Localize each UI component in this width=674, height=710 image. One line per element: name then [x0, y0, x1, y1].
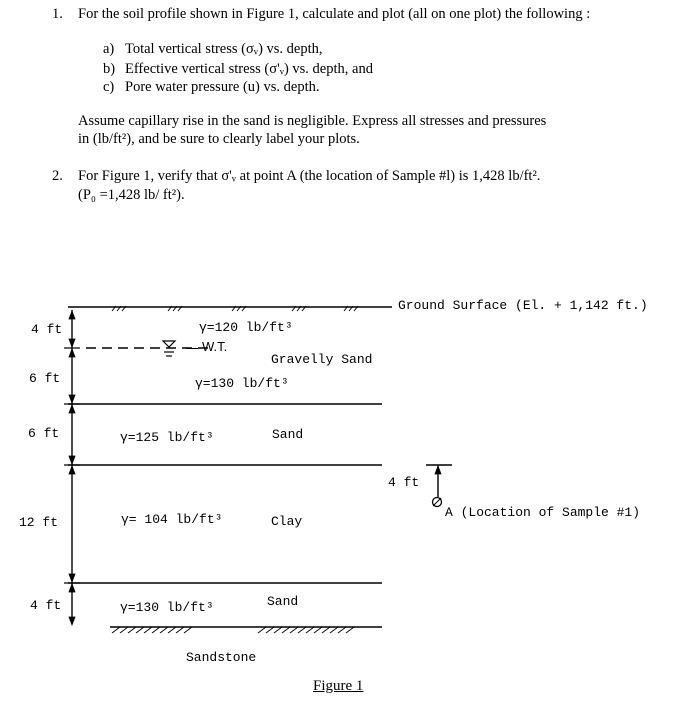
- problem1-note-line1: Assume capillary rise in the sand is negligible. Express all stresses and pressures: [78, 113, 547, 129]
- problem1-number: 1.: [52, 6, 63, 22]
- layer2-thickness: 6 ft: [29, 371, 61, 386]
- sample-depth-label: 4 ft: [388, 475, 420, 490]
- problem1-note-line2: in (lb/ft²), and be sure to clearly label your plots.: [78, 131, 360, 147]
- layer2-gamma: γ=130 lb/ft³: [195, 376, 289, 391]
- layer4-gamma: γ= 104 lb/ft³: [121, 512, 223, 527]
- item-c-label: c): [103, 79, 115, 95]
- bedrock-hatch: [112, 627, 354, 633]
- layer5-thickness: 4 ft: [30, 598, 62, 613]
- problem2-line1: For Figure 1, verify that σ'ᵥ at point A (the location of Sample #l) is 1,428 lb/ft².: [78, 168, 541, 184]
- item-b-text: Effective vertical stress (σ'ᵥ) vs. depth, and: [125, 61, 373, 77]
- layer3-name: Sand: [272, 427, 304, 442]
- sample-arrow: [435, 466, 441, 474]
- layer1-thickness: 4 ft: [31, 322, 63, 337]
- layer1-gamma: γ=120 lb/ft³: [199, 320, 293, 335]
- layer5-name: Sand: [267, 594, 299, 609]
- layer3-gamma: γ=125 lb/ft³: [120, 430, 214, 445]
- layer4-name: Clay: [271, 514, 303, 529]
- figure-caption: Figure 1: [313, 678, 364, 694]
- ground-surface-label: Ground Surface (El. + 1,142 ft.): [398, 298, 648, 313]
- item-b-label: b): [103, 61, 116, 77]
- layer4-thickness: 12 ft: [19, 515, 59, 530]
- item-a-label: a): [103, 41, 115, 57]
- water-table-label: W.T.: [202, 339, 228, 354]
- item-a-text: Total vertical stress (σᵥ) vs. depth,: [125, 41, 323, 57]
- layer5-gamma: γ=130 lb/ft³: [120, 600, 214, 615]
- problem1-text: For the soil profile shown in Figure 1, calculate and plot (all on one plot) the following :: [78, 6, 591, 22]
- item-c-text: Pore water pressure (u) vs. depth.: [125, 79, 320, 95]
- layer3-thickness: 6 ft: [28, 426, 60, 441]
- water-table-dash: [186, 348, 198, 349]
- layer2-name: Gravelly Sand: [271, 352, 373, 367]
- bedrock-label: Sandstone: [186, 650, 257, 665]
- sample-label: A (Location of Sample #1): [445, 505, 641, 520]
- problem2-line2: (P₀ =1,428 lb/ ft²).: [78, 187, 185, 203]
- problem2-number: 2.: [52, 168, 63, 184]
